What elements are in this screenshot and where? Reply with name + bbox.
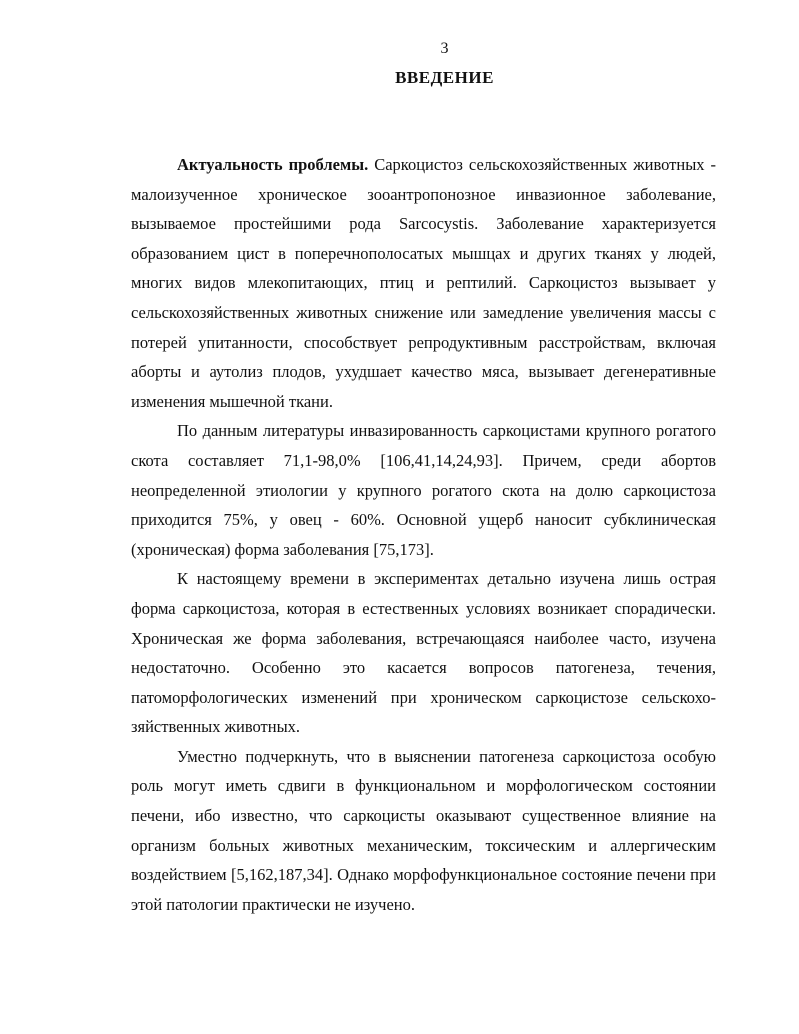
- body-text: [131, 150, 716, 919]
- paragraph-lead-in: Актуальность проблемы.: [177, 155, 369, 174]
- paragraph-relevance: [131, 150, 716, 416]
- paragraph-text: Саркоцистоз сельскохозяйственных животных - малоизученное хроническое зооантропонозное инвазионное заболевание, вызываемое простейшими рода Sarcocystis. Заболевание характеризуется образованием цист в поперечнополосатых мышцах и других тканях у людей, многих видов млекопитающих, птиц и рептилий. Саркоцистоз вызывает у сельскохозяйственных животных снижение или замедление увеличения массы с потерей упитанности, способствует репродуктивным расстройствам, включая аборты и аутолиз плодов, ухудшает качество мяса, вызывает дегенеративные изменения мышечной ткани.: [131, 155, 717, 411]
- page-number: 3: [440, 40, 449, 57]
- paragraph-literature: [131, 416, 716, 564]
- section-heading: ВВЕДЕНИЕ: [395, 68, 494, 87]
- paragraph-text: По данным литературы инвазированность саркоцистами крупного рогатого скота составляет 71,1-98,0% [106,41,14,24,93]. Причем, среди абортов неопределенной этиологии у крупного рогатого скота на долю саркоцистоза приходится 75%, у овец - 60%. Основной ущерб наносит субклиническая (хроническая) форма заболевания [75,173].: [131, 421, 716, 559]
- paragraph-text: Уместно подчеркнуть, что в выяснении патогенеза саркоцистоза особую роль могут иметь сдвиги в функциональном и морфологическом состоянии печени, ибо известно, что саркоцисты оказывают существенное влияние на организм больных животных механическим, токсическим и аллергическим воздействием [5,162,187,34]. Однако морфофункциональное состояние печени при этой патологии практически не изучено.: [131, 746, 716, 914]
- paragraph-pathogenesis: [131, 742, 716, 920]
- paragraph-text: К настоящему времени в экспериментах детально изучена лишь острая форма саркоцистоза, которая в естественных условиях возникает спорадически. Хроническая же форма заболевания, встречающаяся наиболее часто, изучена недостаточно. Особенно это касается вопросов патогенеза, течения, патоморфологических изменений при хроническом саркоцистозе сельскохозяйственных животных.: [131, 569, 716, 737]
- paragraph-current-state: [131, 564, 716, 742]
